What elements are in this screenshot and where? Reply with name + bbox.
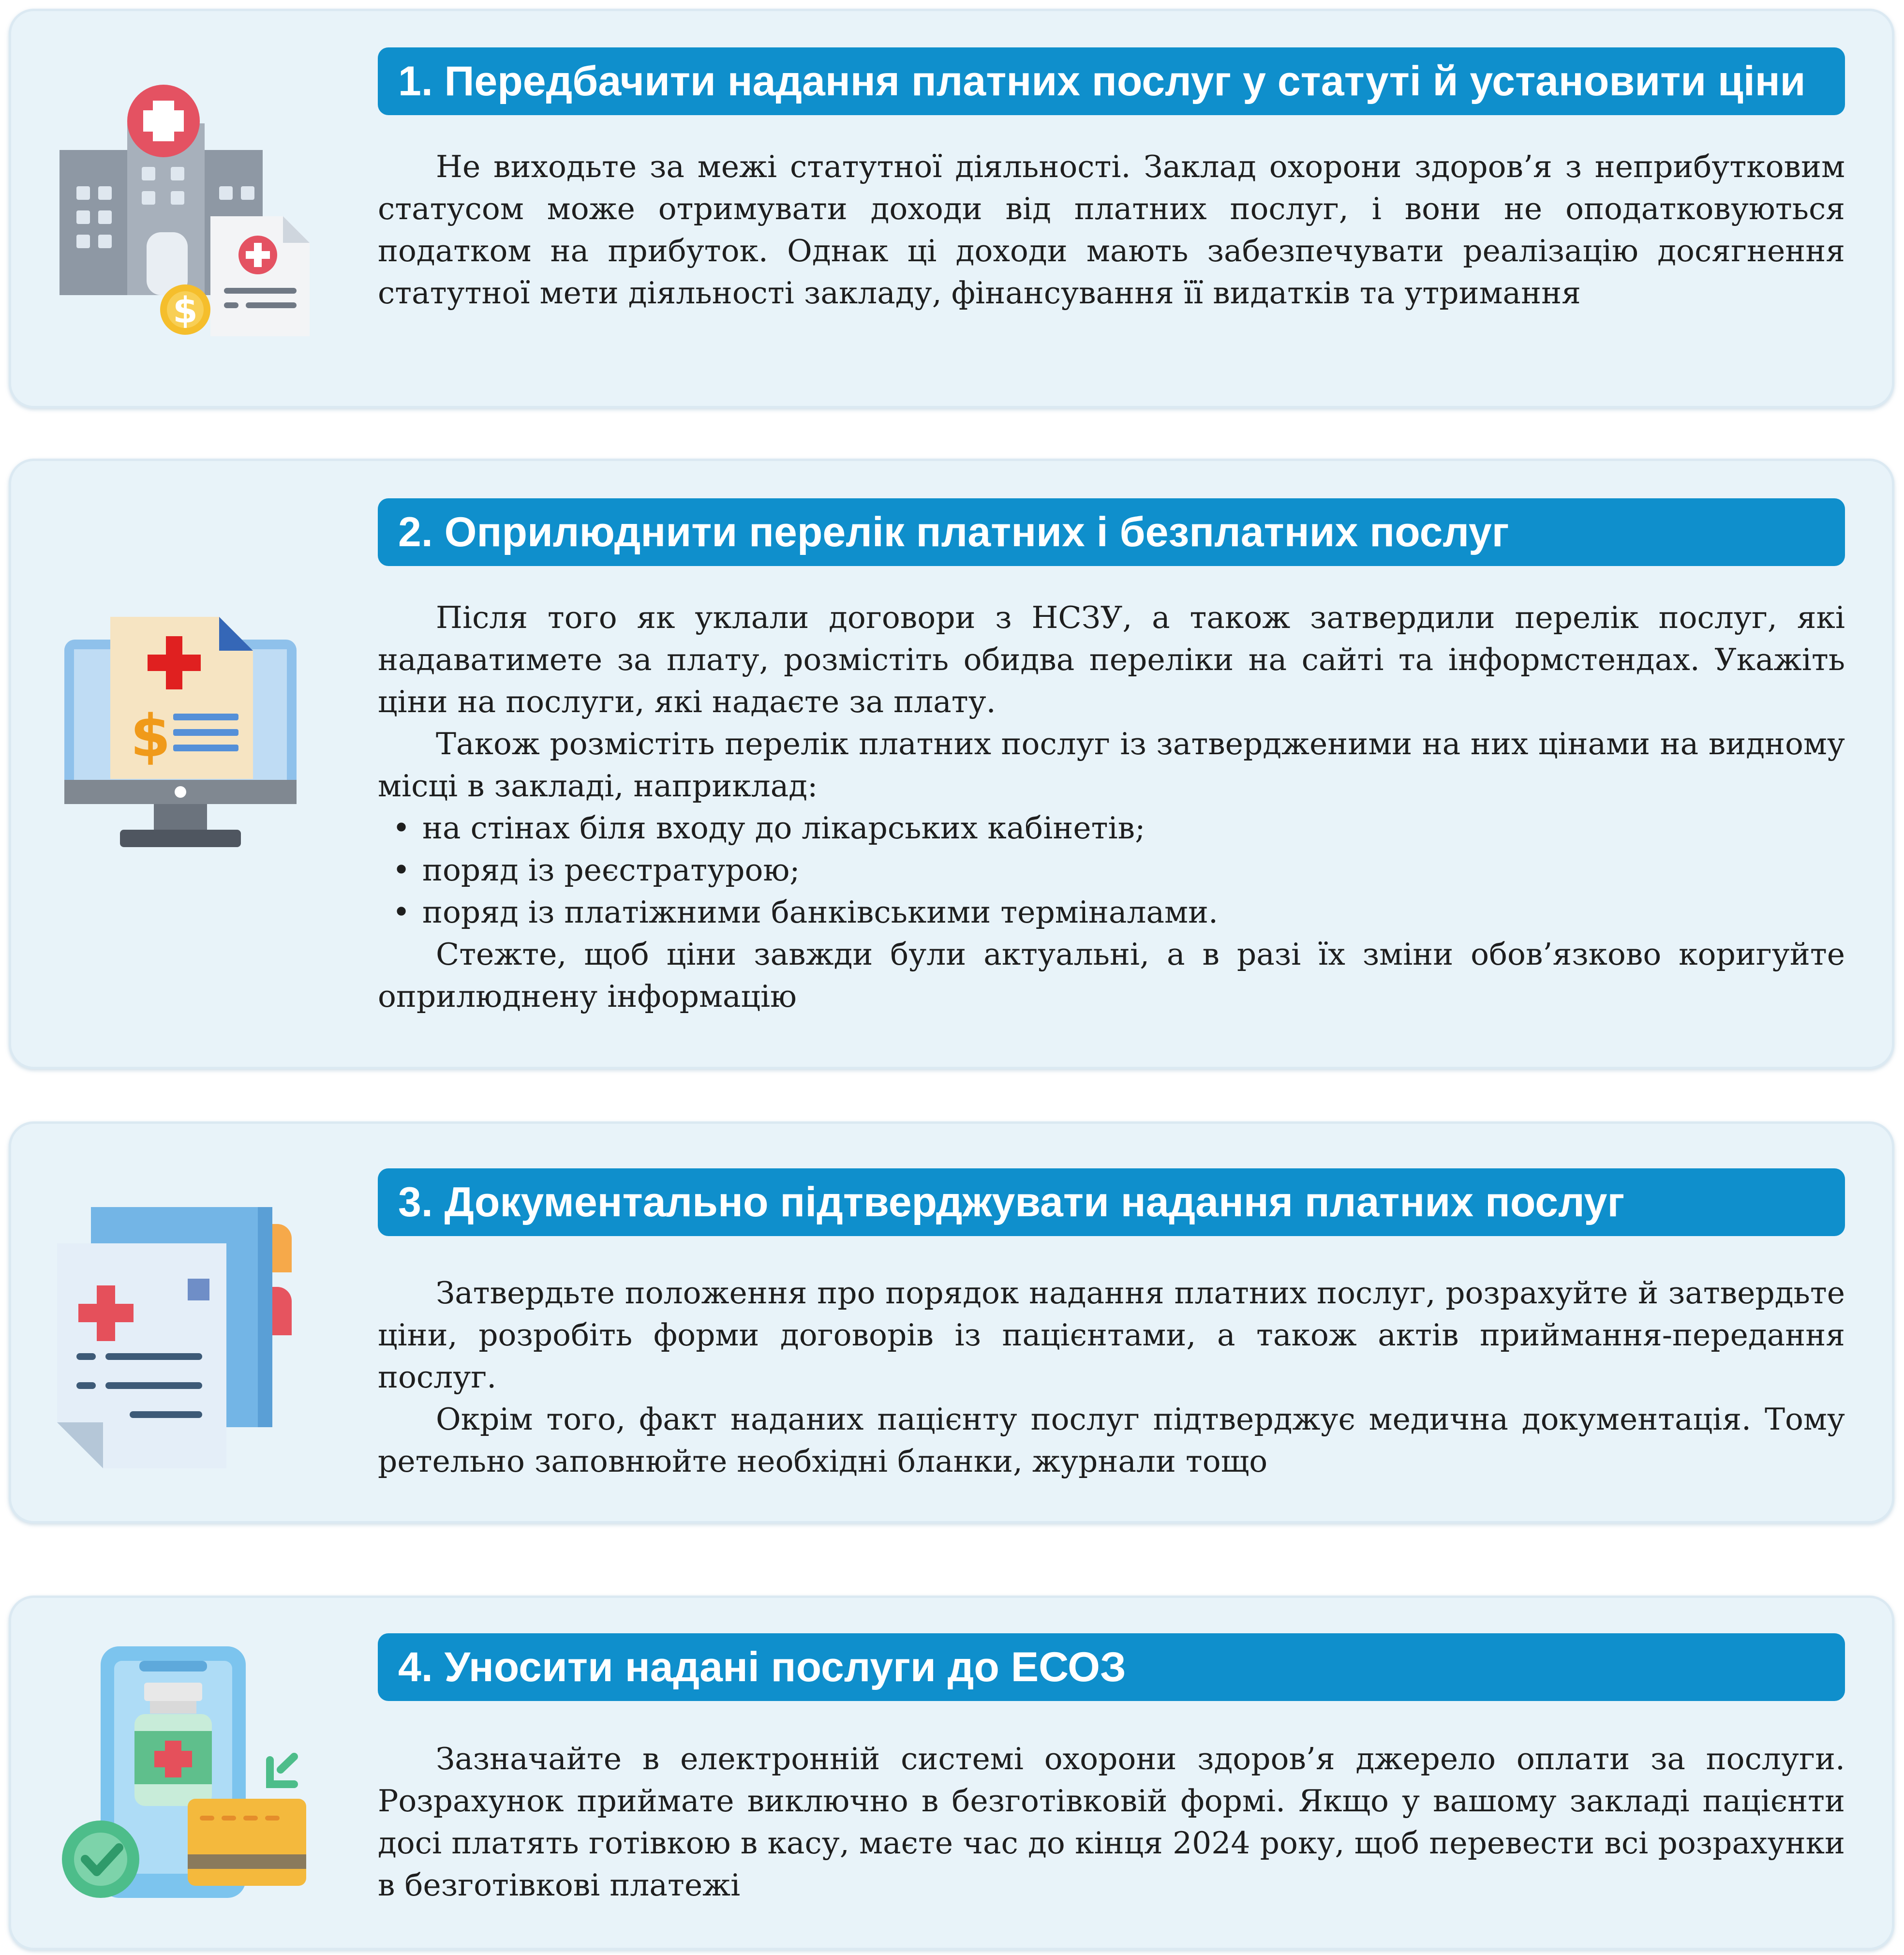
paragraph: Затвердьте положення про порядок надання платних послуг, розрахуйте й затвердьте ціни, розробіть форми договорів із пацієнтами, а також актів приймання-передання послуг. [378, 1275, 1845, 1395]
svg-text:$: $ [130, 703, 171, 770]
section-card-1 [9, 9, 1894, 408]
section-title-2: 2. Оприлюднити перелік платних і безплатних послуг [378, 498, 1845, 566]
section-body-4 [378, 1738, 1845, 1906]
list-item: • поряд із платіжними банківськими терміналами. [378, 891, 1845, 933]
hospital-icon [60, 85, 321, 336]
paragraph: Окрім того, факт наданих пацієнту послуг підтверджує медична документація. Тому ретельно заповнюйте необхідні бланки, журнали тощо [378, 1402, 1845, 1479]
paragraph: Не виходьте за межі статутної діяльності. Заклад охорони здоров’я з неприбутковим статусом може отримувати доходи від платних послуг, і вони не оподатковуються податком на прибуток. Однак ці доходи мають забезпечувати реалізацію досягнення статутної мети діяльності закладу, фінансування її видатків та утримання [378, 149, 1845, 311]
phone-payment-icon [62, 1646, 313, 1898]
monitor-price-list-icon [64, 617, 306, 849]
paragraph: Зазначайте в електронній системі охорони здоров’я джерело оплати за послуги. Розрахунок приймате виключно в безготівковій формі. Якщо у вашому закладі пацієнти досі платять готівкою в касу, маєте час до кінця 2024 року, щоб перевести всі розрахунки в безготівкові платежі [378, 1741, 1845, 1903]
section-card-2 [9, 459, 1894, 1069]
section-title-3: 3. Документально підтверджувати надання платних послуг [378, 1168, 1845, 1236]
list-item: • поряд із реєстратурою; [378, 849, 1845, 891]
section-card-4 [9, 1596, 1894, 1950]
paragraph: Також розмістіть перелік платних послуг із затвердженими на них цінами на видному місці в закладі, наприклад: [378, 726, 1845, 804]
medical-documents-icon [57, 1207, 318, 1468]
svg-text:$: $ [173, 290, 198, 331]
section-title-1: 1. Передбачити надання платних послуг у статуті й установити ціни [378, 47, 1845, 115]
section-title-4: 4. Уносити надані послуги до ЕСОЗ [378, 1633, 1845, 1701]
section-card-3 [9, 1121, 1894, 1523]
paragraph: Стежте, щоб ціни завжди були актуальні, а в разі їх зміни обов’язково коригуйте оприлюднену інформацію [378, 937, 1845, 1014]
section-body-2 [378, 597, 1845, 1017]
paragraph: Після того як уклали договори з НСЗУ, а також затвердили перелік послуг, які надаватимете за плату, розмістіть обидва переліки на сайті та інформстендах. Укажіть ціни на послуги, які надаєте за плату. [378, 600, 1845, 719]
list-item: • на стінах біля входу до лікарських кабінетів; [378, 807, 1845, 849]
bullet-list [378, 807, 1845, 933]
section-body-1 [378, 146, 1845, 314]
section-body-3 [378, 1272, 1845, 1482]
